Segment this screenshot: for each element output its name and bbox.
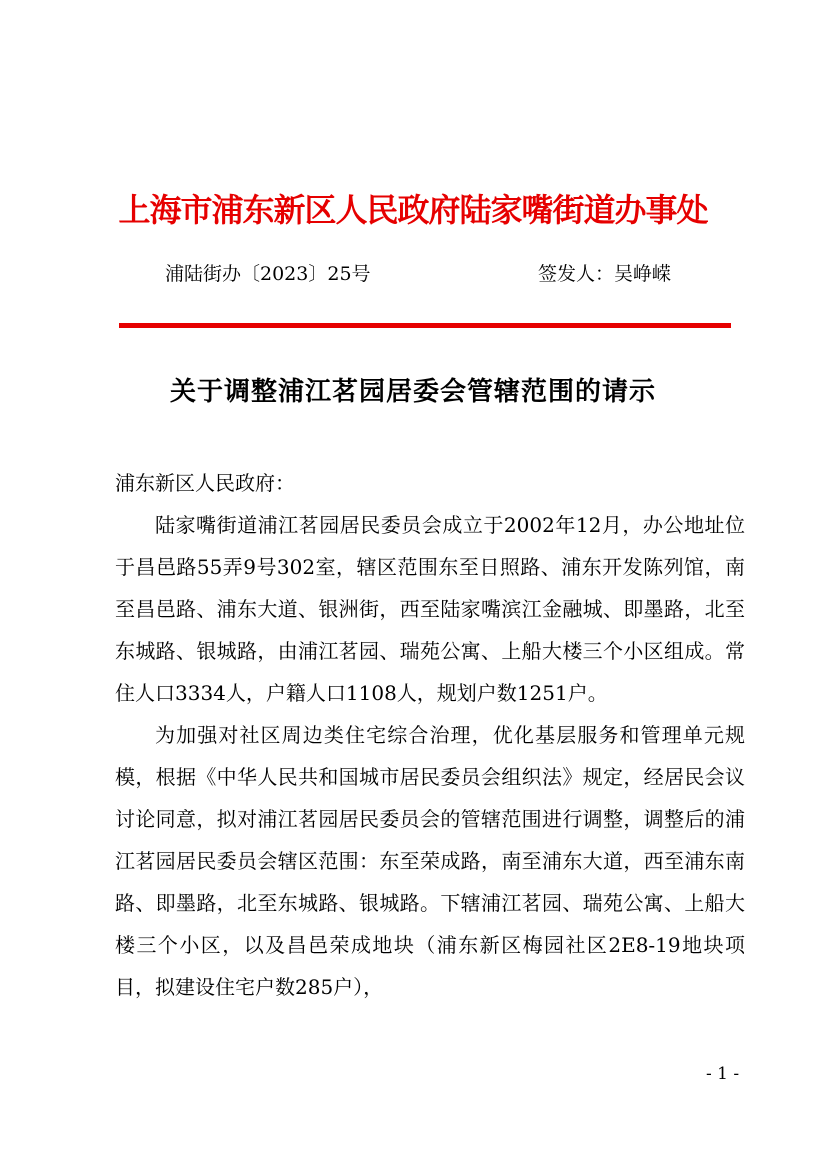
org-title: 上海市浦东新区人民政府陆家嘴街道办事处 [118,191,708,229]
doc-number: 浦陆街办〔2023〕25号 [165,263,371,285]
salutation: 浦东新区人民政府： [115,471,295,495]
signer: 签发人：吴峥嵘 [538,263,672,285]
red-rule-divider [119,323,731,328]
body-paragraph-2: 为加强对社区周边类住宅综合治理，优化基层服务和管理单元规模，根据《中华人民共和国城市居民委员会组织法》规定，经居民会议讨论同意，拟对浦江茗园居民委员会的管辖范围进行调整，调整后的浦江茗园居民委员会辖区范围：东至荣成路，南至浦东大道，西至浦东南路、即墨路，北至东城路、银城路。下辖浦江茗园、瑞苑公寓、上船大楼三个小区，以及昌邑荣成地块（浦东新区梅园社区2E8-19地块项目，拟建设住宅户数285户）， [115,723,745,999]
document-body [115,462,745,1008]
document-title: 关于调整浦江茗园居委会管辖范围的请示 [169,377,656,407]
page-number: - 1 - [706,1064,740,1084]
body-paragraph-1: 陆家嘴街道浦江茗园居民委员会成立于2002年12月，办公地址位于昌邑路55弄9号302室，辖区范围东至日照路、浦东开发陈列馆，南至昌邑路、浦东大道、银洲街，西至陆家嘴滨江金融城、即墨路，北至东城路、银城路，由浦江茗园、瑞苑公寓、上船大楼三个小区组成。常住人口3334人，户籍人口1108人，规划户数1251户。 [115,513,745,705]
